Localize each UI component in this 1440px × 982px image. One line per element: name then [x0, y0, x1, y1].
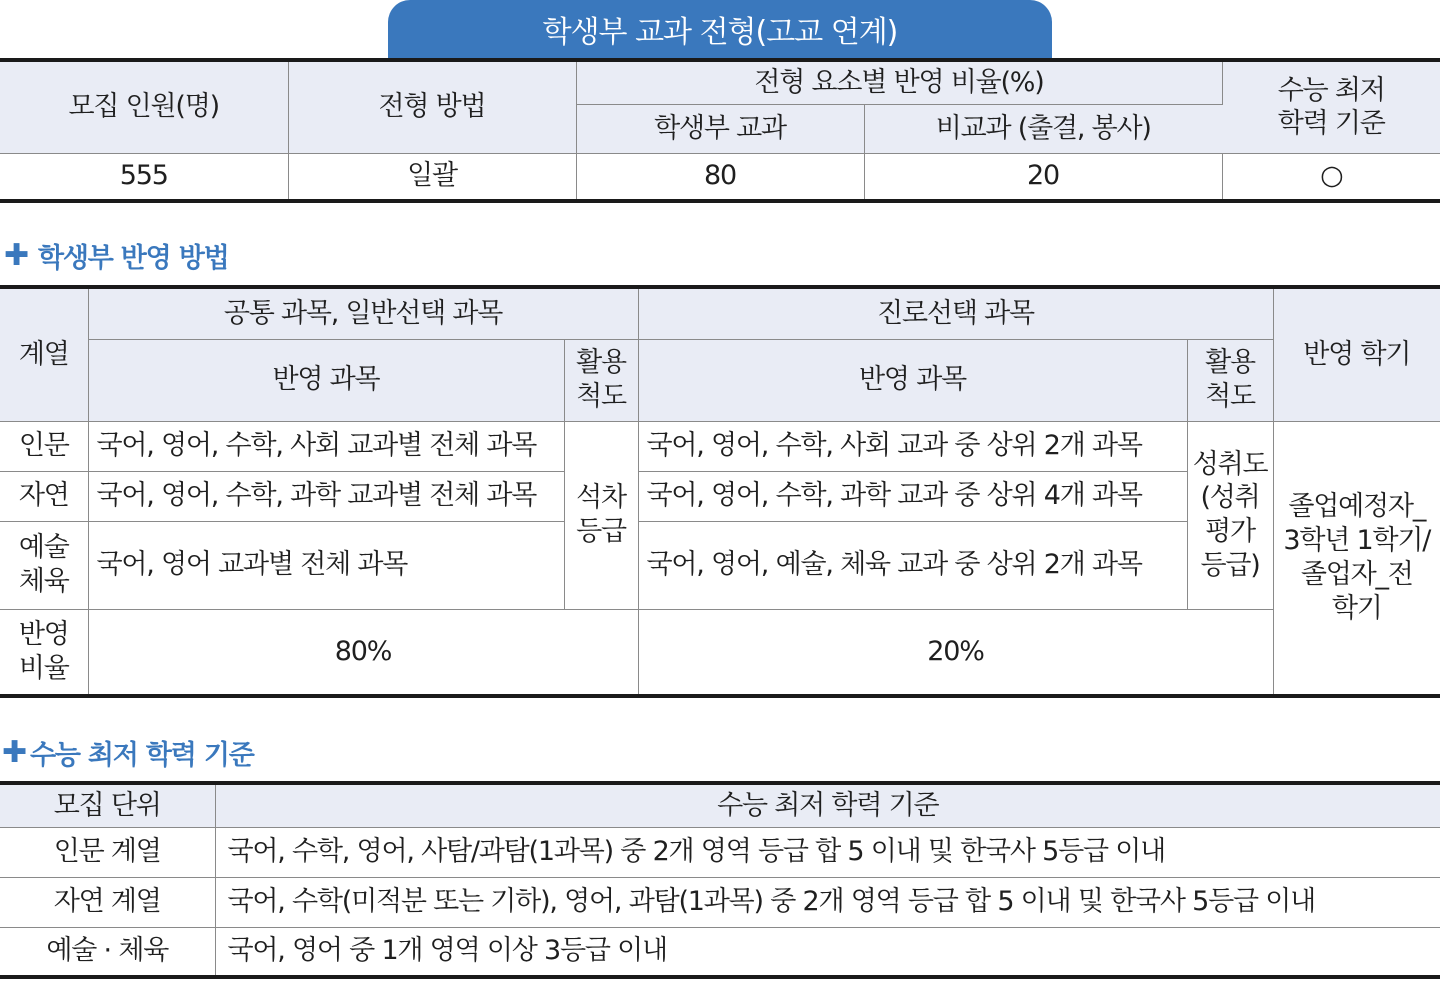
common-subjects: 국어, 영어, 수학, 사회 교과별 전체 과목: [88, 421, 564, 471]
common-scale: 석차 등급: [564, 421, 638, 609]
overview-table: [0, 58, 1440, 203]
plus-icon: ✚: [2, 735, 26, 770]
non-subject-header: 비교과 (출결, 봉사): [864, 104, 1222, 153]
common-ratio: 80%: [88, 609, 638, 696]
criteria-text: 국어, 영어 중 1개 영역 이상 3등급 이내: [227, 935, 667, 967]
subjects-header: 반영 과목: [88, 339, 564, 421]
career-subjects: 국어, 영어, 수학, 사회 교과 중 상위 2개 과목: [638, 421, 1187, 471]
csat-min-header: 수능 최저 학력 기준: [1222, 60, 1440, 153]
method-value: 일괄: [288, 153, 576, 201]
record-value: 80: [576, 153, 864, 201]
common-subjects: 국어, 영어 교과별 전체 과목: [88, 521, 564, 609]
criteria-text: 국어, 수학(미적분 또는 기하), 영어, 과탐(1과목) 중 2개 영역 등급 합 5 이내 및 한국사 5등급 이내: [215, 877, 1440, 927]
plus-icon: ✚: [4, 238, 28, 273]
semester-value: 졸업예정자_ 3학년 1학기/ 졸업자_전 학기: [1273, 421, 1440, 696]
career-group-header: 진로선택 과목: [638, 287, 1273, 339]
unit-label: 인문 계열: [0, 827, 215, 877]
scale-header: 활용 척도: [564, 339, 638, 421]
semester-header: 반영 학기: [1273, 287, 1440, 421]
record-method-table: [0, 285, 1440, 698]
career-subjects: 국어, 영어, 예술, 체육 교과 중 상위 2개 과목: [638, 521, 1187, 609]
unit-label: 예술 · 체육: [0, 927, 215, 977]
common-group-header: 공통 과목, 일반선택 과목: [88, 287, 638, 339]
method-header: 전형 방법: [288, 60, 576, 153]
career-scale-header: 활용 척도: [1187, 339, 1273, 421]
career-ratio: 20%: [638, 609, 1273, 696]
unit-label: 자연 계열: [0, 877, 215, 927]
quota-header: 모집 인원(명): [0, 60, 288, 153]
criteria-header: 수능 최저 학력 기준: [215, 783, 1440, 827]
track-header: 계열: [0, 287, 88, 421]
career-scale: 성취도 (성취 평가 등급): [1187, 421, 1273, 609]
csat-min-value: ○: [1320, 160, 1343, 192]
section-heading-csat: [2, 733, 254, 772]
record-header: 학생부 교과: [576, 104, 864, 153]
page-title: 학생부 교과 전형(고교 연계): [388, 0, 1052, 58]
quota-value: 555: [0, 153, 288, 201]
criteria-text: 국어, 수학, 영어, 사탐/과탐(1과목) 중 2개 영역 등급 합 5 이내 및 한국사 5등급 이내: [215, 827, 1440, 877]
unit-header: 모집 단위: [0, 783, 215, 827]
track-label: 자연: [0, 471, 88, 521]
track-label: 예술 체육: [0, 521, 88, 609]
section-heading-record: [4, 236, 229, 275]
career-subjects: 국어, 영어, 수학, 과학 교과 중 상위 4개 과목: [638, 471, 1187, 521]
career-subjects-header: 반영 과목: [638, 339, 1187, 421]
section-heading-text: 학생부 반영 방법: [37, 243, 229, 274]
section-heading-text: 수능 최저 학력 기준: [29, 740, 254, 771]
non-subject-value: 20: [864, 153, 1222, 201]
csat-table: [0, 781, 1440, 979]
ratio-group-header: 전형 요소별 반영 비율(%): [576, 60, 1222, 104]
track-label: 인문: [0, 421, 88, 471]
common-subjects: 국어, 영어, 수학, 과학 교과별 전체 과목: [88, 471, 564, 521]
ratio-label: 반영 비율: [0, 609, 88, 696]
